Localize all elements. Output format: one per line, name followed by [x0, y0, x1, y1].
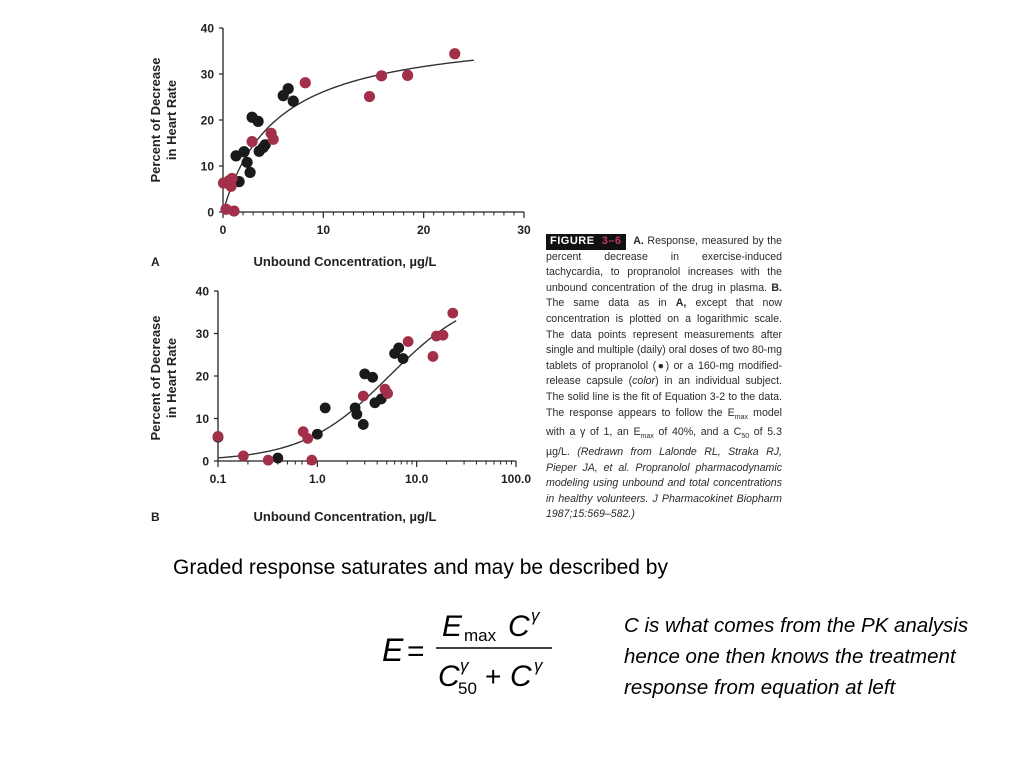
caption-sub-max-2: max	[640, 433, 654, 441]
plot-b-xticks	[210, 461, 532, 486]
data-point-black	[320, 402, 331, 413]
plot-a-ytick-label: 30	[200, 67, 214, 82]
data-point-color	[447, 308, 458, 319]
data-point-black	[272, 453, 283, 464]
plot-a-fit-curve	[223, 60, 474, 212]
side-note: C is what comes from the PK analysis hence one then knows the treatment response from equation at left	[624, 614, 969, 699]
plot-b-xtick-label: 1.0	[308, 472, 326, 486]
plot-a-panel-label: A	[151, 255, 160, 269]
plot-b-ytick-label: 40	[195, 284, 209, 299]
data-point-color	[403, 336, 414, 347]
equation-equals: =	[407, 635, 425, 668]
data-point-color	[402, 70, 413, 81]
plot-b-ylabel-line1: Percent of Decrease	[148, 315, 163, 441]
figure-caption	[546, 234, 782, 523]
emax-equation	[378, 604, 578, 704]
caption-color-word: color	[632, 375, 656, 388]
data-point-color	[300, 77, 311, 88]
data-point-black	[253, 116, 264, 127]
data-point-color	[438, 330, 449, 341]
plot-b-xtick-label: 0.1	[209, 472, 227, 486]
plot-b-xtick-label: 100.0	[500, 472, 532, 486]
figure-label	[546, 234, 626, 250]
plot-b-ytick-label: 20	[195, 369, 209, 384]
plot-b-ytick-label: 10	[195, 412, 209, 426]
data-point-color	[302, 433, 313, 444]
equation-den-plus: +	[485, 661, 502, 692]
plot-a-ytick-label: 0	[207, 205, 214, 220]
data-point-color	[358, 391, 369, 402]
figure-word: FIGURE	[550, 235, 595, 247]
caption-part-a-label: A.	[633, 235, 644, 247]
caption-sub-50: 50	[741, 433, 750, 441]
plot-a-yticks	[201, 22, 223, 220]
data-point-black	[358, 419, 369, 430]
data-point-color	[306, 455, 317, 466]
caption-citation: (Redrawn from Lalonde RL, Straka RJ, Pieper JA, et al. Propranolol pharmacodynamic modeling using unbound and total concentrations in healthy volunteers. J Pharmacokinet Biopharm 1987;15:569–582.)	[546, 445, 782, 521]
equation-num-sub-max: max	[464, 626, 497, 645]
equation-num-e: E	[442, 610, 463, 643]
data-point-black	[238, 146, 249, 157]
plot-a-xtick-label: 20	[416, 223, 431, 237]
data-point-color	[228, 205, 239, 216]
data-point-color	[268, 134, 279, 145]
plot-a-ytick-label: 20	[200, 113, 214, 128]
plot-a-ytick-label: 10	[200, 159, 214, 174]
plot-b-data-points	[213, 308, 459, 466]
plot-a-data-points	[218, 48, 460, 217]
main-statement: Graded response saturates and may be described by	[173, 556, 668, 579]
equation-num-sup-gamma: γ	[531, 606, 540, 625]
equation-den-sub1-50: 50	[458, 679, 477, 698]
equation-num-c: C	[508, 610, 530, 643]
plot-a	[140, 15, 540, 275]
figure-number: 3–6	[601, 235, 622, 247]
caption-part-b-label: B.	[771, 281, 782, 294]
caption-sub-max-1: max	[734, 413, 748, 421]
plot-b-ylabel-line2: in Heart Rate	[164, 337, 179, 419]
plot-a-xlabel: Unbound Concentration, µg/L	[253, 254, 437, 269]
caption-part-b-text: The same data as in	[546, 297, 667, 310]
data-point-color	[226, 173, 237, 184]
data-point-black	[367, 372, 378, 383]
plot-a-xtick-label: 0	[219, 223, 227, 237]
data-point-color	[213, 431, 224, 442]
plot-b-xlabel: Unbound Concentration, µg/L	[253, 509, 437, 524]
data-point-black	[241, 157, 252, 168]
caption-part-b-text3: ) in an individual subject. The solid line is the fit of Equation 3-2 to the data. The response appears to follow the E	[546, 375, 782, 419]
caption-part-b-text2: except that now concentration is plotted on a logarithmic scale. The data points represent measurements after single and multiple (daily) oral doses of two 80-mg tablets of propranolol (●) or a 160-mg modified-release capsule (	[546, 297, 782, 388]
data-point-color	[376, 70, 387, 81]
data-point-color	[364, 91, 375, 102]
data-point-black	[244, 167, 255, 178]
data-point-color	[428, 351, 439, 362]
plot-a-ylabel-line1: Percent of Decrease	[148, 57, 163, 183]
caption-part-b-ref: A,	[675, 297, 687, 310]
data-point-black	[351, 409, 362, 420]
caption-part-b-text6: of 5.3 µg/L.	[546, 426, 783, 458]
plot-b-panel-label: B	[151, 510, 160, 524]
caption-part-a-text: Response, measured by the percent decrease in exercise-induced tachycardia, to propranolol increases with the unbound concentration of the drug in plasma.	[546, 235, 782, 294]
plot-a-ylabel-line2: in Heart Rate	[164, 79, 179, 161]
data-point-black	[312, 429, 323, 440]
data-point-black	[283, 83, 294, 94]
equation-lhs: E	[382, 632, 404, 668]
plot-a-xtick-label: 30	[517, 223, 531, 237]
plot-b-xtick-label: 10.0	[404, 472, 429, 486]
equation-den-c1: C	[438, 660, 460, 693]
data-point-black	[398, 353, 409, 364]
data-point-color	[382, 388, 393, 399]
data-point-color	[449, 48, 460, 59]
data-point-color	[263, 455, 274, 466]
plot-b-ytick-label: 30	[195, 327, 209, 341]
plot-a-xtick-label: 10	[316, 223, 331, 237]
plot-b-fit-curve	[218, 321, 456, 458]
data-point-color	[246, 136, 257, 147]
plot-a-ytick-label: 40	[200, 21, 214, 36]
caption-part-b-text4: model with a γ of 1, an E	[546, 406, 782, 439]
caption-part-b-text5: of 40%, and a C	[653, 426, 742, 439]
data-point-color	[238, 451, 249, 462]
plot-a-xticks	[220, 212, 531, 237]
equation-den-c2: C	[510, 660, 532, 693]
plot-b-ytick-label: 0	[202, 454, 209, 469]
data-point-black	[393, 343, 404, 354]
plot-b	[140, 280, 540, 530]
equation-den-sup1-gamma: γ	[460, 656, 469, 675]
equation-den-sup2-gamma: γ	[534, 656, 543, 675]
data-point-black	[288, 96, 299, 107]
